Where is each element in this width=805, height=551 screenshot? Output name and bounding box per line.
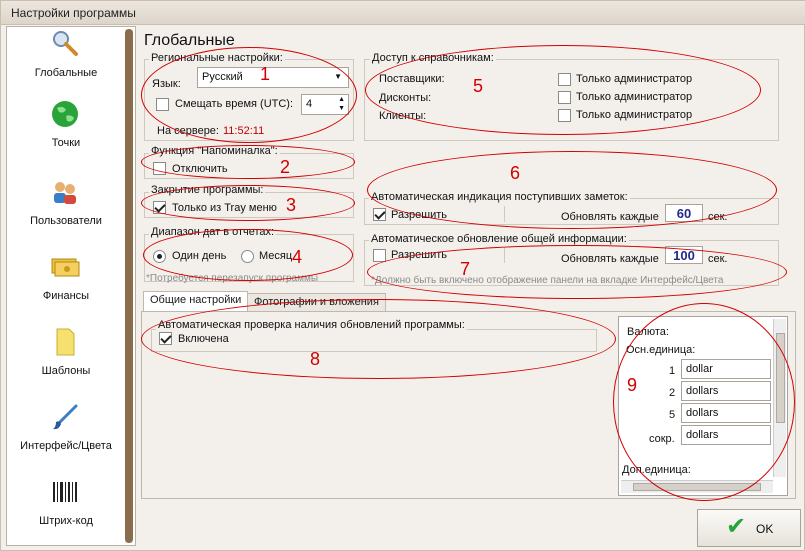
sidebar-item-global[interactable] (7, 29, 125, 99)
sidebar-item-barcode[interactable] (7, 477, 125, 547)
window-title: Настройки программы (11, 6, 136, 20)
annotation-oval (367, 245, 787, 299)
sidebar-scrollbar[interactable] (125, 29, 133, 543)
auto-info-allow-label: Разрешить (391, 249, 447, 261)
date-range-title: Диапазон дат в отчетах: (151, 226, 275, 238)
sidebar-item-finance[interactable] (7, 252, 125, 322)
auto-notes-interval-input[interactable]: 60 (665, 204, 703, 222)
annotation-oval (613, 303, 795, 501)
sidebar-item-points[interactable] (7, 99, 125, 169)
auto-info-interval-input[interactable]: 100 (665, 246, 703, 264)
currency-input-2[interactable]: dollars (681, 381, 771, 401)
shift-time-label: Смещать время (UTC): (175, 98, 294, 110)
ok-button-label: OK (756, 522, 774, 536)
currency-input-1[interactable]: dollar (681, 359, 771, 379)
brush-icon (50, 402, 80, 432)
sidebar-item-label: Глобальные (34, 67, 98, 79)
server-time-label: На сервере: (157, 125, 219, 137)
currency-input-short[interactable]: dollars (681, 425, 771, 445)
tab-photos[interactable]: Фотографии и вложения (247, 293, 386, 311)
access-title: Доступ к справочникам: (372, 52, 494, 64)
annotation-oval (141, 145, 355, 179)
currency-row-label: 1 (669, 365, 676, 377)
globe-icon (50, 99, 80, 129)
annotation-number: 1 (260, 64, 271, 84)
document-icon (50, 327, 80, 357)
sidebar (6, 26, 136, 546)
updates-title: Автоматическая проверка наличия обновлений программы: (158, 319, 465, 331)
currency-row-label: 5 (669, 409, 676, 421)
sidebar-item-label: Интерфейс/Цвета (20, 440, 112, 452)
annotation-oval (141, 299, 616, 379)
reminder-title: Функция "Напоминалка": (151, 145, 278, 157)
discounts-admin-label: Только администратор (576, 91, 693, 103)
clients-admin-label: Только администратор (576, 109, 693, 121)
auto-info-update-label: Обновлять каждые (561, 253, 659, 265)
page-title: Глобальные (144, 32, 235, 49)
annotation-number: 3 (286, 195, 297, 215)
sidebar-item-users[interactable] (7, 177, 125, 247)
annotation-number: 2 (280, 157, 291, 177)
suppliers-admin-label: Только администратор (576, 73, 693, 85)
tab-general[interactable]: Общие настройки (143, 291, 248, 312)
ok-button[interactable] (697, 509, 801, 547)
auto-notes-allow-checkbox[interactable] (373, 208, 386, 221)
extra-unit-label: Доп.единица: (622, 464, 691, 476)
regional-settings-title: Региональные настройки: (151, 52, 283, 64)
annotation-number: 8 (310, 349, 321, 369)
annotation-number: 6 (510, 163, 521, 183)
server-time-value: 11:52:11 (223, 125, 265, 137)
sidebar-item-label: Точки (51, 137, 81, 149)
auto-notes-unit: сек. (708, 211, 728, 223)
users-icon (50, 177, 80, 207)
language-value: Русский (202, 71, 243, 83)
auto-info-title: Автоматическое обновление общей информации: (371, 233, 627, 245)
sidebar-item-label: Финансы (42, 290, 90, 302)
auto-info-unit: сек. (708, 253, 728, 265)
updates-enabled-label: Включена (178, 333, 229, 345)
access-label-clients: Клиенты: (379, 110, 427, 122)
language-label: Язык: (152, 78, 181, 90)
currency-row-label: 2 (669, 387, 676, 399)
annotation-oval (143, 229, 353, 281)
auto-notes-allow-label: Разрешить (391, 209, 447, 221)
spin-icon[interactable]: ▲ ▼ (338, 96, 345, 112)
barcode-icon (50, 477, 80, 507)
panel-note: *Должно быть включено отображение панели на вкладке Интерфейс/Цвета (371, 275, 724, 286)
annotation-number: 4 (292, 247, 303, 267)
sidebar-item-templates[interactable] (7, 327, 125, 397)
one-day-label: Один день (172, 250, 227, 262)
sidebar-item-label: Пользователи (30, 215, 102, 227)
auto-info-allow-checkbox[interactable] (373, 249, 386, 262)
currency-row-label: сокр. (649, 433, 675, 445)
main-unit-label: Осн.единица: (626, 344, 696, 356)
shift-time-value: 4 (306, 98, 313, 110)
annotation-number: 7 (460, 259, 471, 279)
closing-title: Закрытие программы: (151, 184, 264, 196)
chevron-down-icon: ▼ (334, 72, 342, 81)
annotation-number: 9 (627, 375, 638, 395)
tray-only-label: Только из Tray меню (172, 202, 277, 214)
sidebar-item-label: Штрих-код (39, 515, 93, 527)
sidebar-item-label: Шаблоны (41, 365, 91, 377)
annotation-oval (365, 45, 761, 135)
annotation-oval (367, 151, 777, 229)
access-label-discounts: Дисконты: (379, 92, 432, 104)
auto-notes-update-label: Обновлять каждые (561, 211, 659, 223)
sidebar-item-interface[interactable] (7, 402, 125, 472)
auto-notes-title: Автоматическая индикация поступивших заметок: (371, 191, 628, 203)
magnifier-icon (50, 29, 80, 59)
currency-input-5[interactable]: dollars (681, 403, 771, 423)
currency-title: Валюта: (627, 326, 669, 338)
month-label: Месяц (259, 250, 293, 262)
reminder-disable-label: Отключить (172, 163, 228, 175)
sidebar-scroll-thumb[interactable] (125, 29, 133, 543)
checkmark-icon: ✔ (726, 513, 747, 540)
restart-note: *Потребуется перезапуск программы (146, 273, 319, 284)
annotation-oval (141, 47, 357, 143)
annotation-number: 5 (473, 76, 484, 96)
access-label-suppliers: Поставщики: (379, 73, 445, 85)
money-icon (50, 252, 80, 282)
title-bar (1, 1, 805, 25)
annotation-oval (141, 185, 355, 221)
